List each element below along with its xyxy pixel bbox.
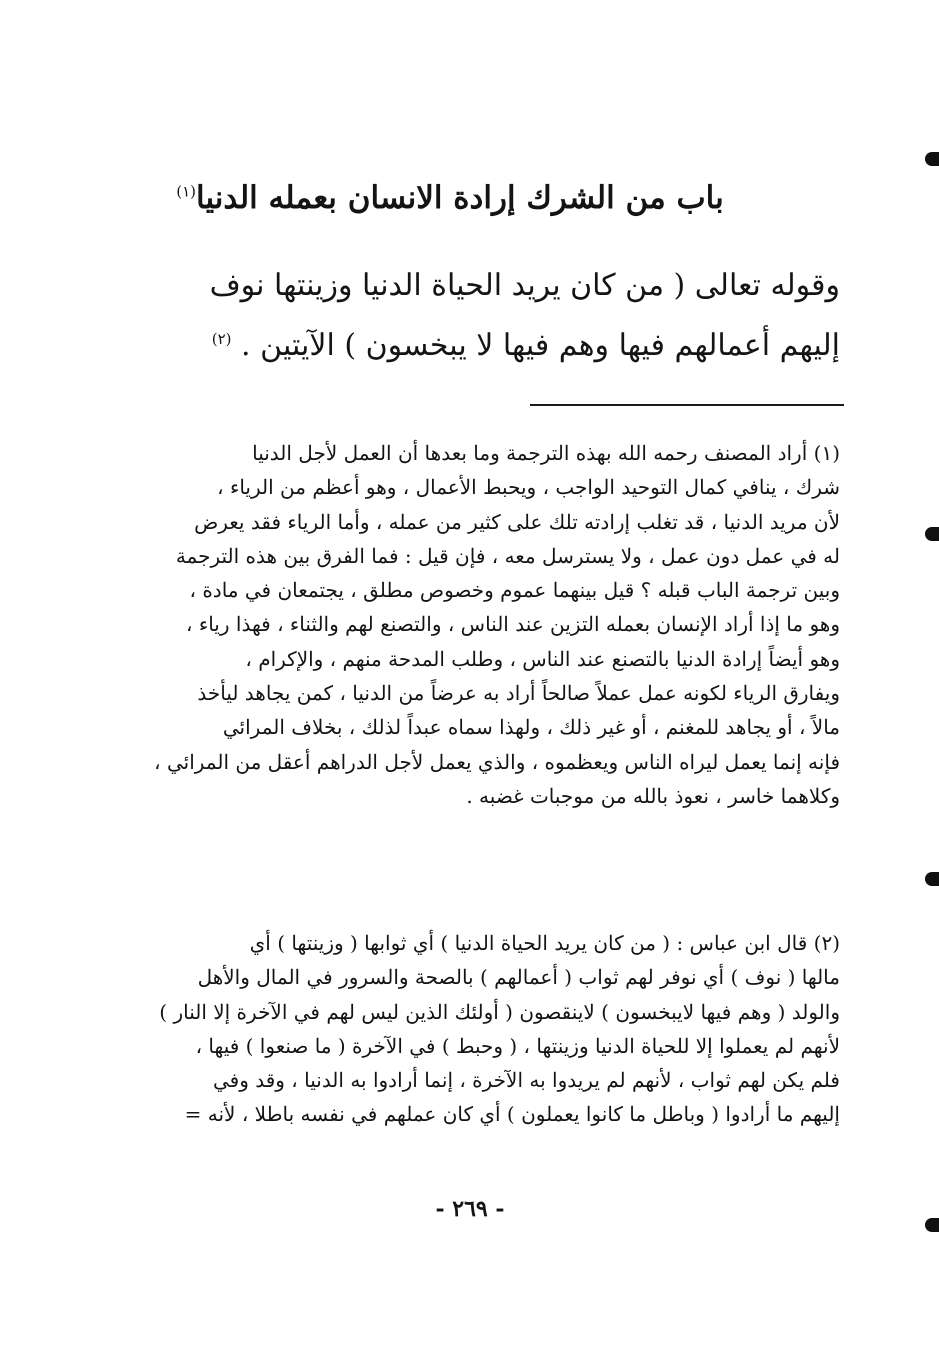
footnote-2-line: فلم يكن لهم ثواب ، لأنهم لم يريدوا به الآخرة ، إنما أرادوا به الدنيا ، وقد وفي [212, 1068, 840, 1093]
binding-mark [925, 872, 939, 886]
footnote-1-line: وكلاهما خاسر ، نعوذ بالله من موجبات غضبه . [466, 783, 840, 808]
footnote-1-line: فإنه إنما يعمل ليراه الناس ويعظموه ، والذي يعمل لأجل الدراهم أعقل من المرائي ، [154, 749, 840, 774]
footnote-2-line: لأنهم لم يعملوا إلا للحياة الدنيا وزينتها ، ( وحبط ) في الآخرة ( ما صنعوا ) فيها ، [195, 1033, 840, 1058]
footnote-1-line: ويفارق الرياء لكونه عمل عملاً صالحاً أراد به عرضاً من الدنيا ، كمن يجاهد ليأخذ [197, 681, 840, 706]
binding-mark [925, 152, 939, 166]
footnote-1-line: وبين ترجمة الباب قبله ؟ قيل بينهما عموم وخصوص مطلق ، يجتمعان في مادة ، [189, 578, 840, 603]
verse-line-1: وقوله تعالى ( من كان يريد الحياة الدنيا وزينتها نوف [209, 268, 840, 303]
verse-footnote-ref: (٢) [211, 330, 232, 348]
footnote-1-line: شرك ، ينافي كمال التوحيد الواجب ، ويحبط الأعمال ، وهو أعظم من الرياء ، [217, 475, 840, 500]
verse-line-2 [95, 316, 840, 376]
binding-mark [925, 1218, 939, 1232]
footnote-1-line: مالاً ، أو يجاهد للمغنم ، أو غير ذلك ، ولهذا سماه عبداً لذلك ، بخلاف المرائي [222, 715, 840, 740]
footnote-2-line: (٢) قال ابن عباس : ( من كان يريد الحياة الدنيا ) أي ثوابها ( وزينتها ) أي [249, 931, 840, 955]
footnote-2-line: إليهم ما أرادوا ( وباطل ما كانوا يعملون ) أي كان عملهم في نفسه باطلا ، لأنه = [184, 1102, 840, 1127]
footnote-1-line: له في عمل دون عمل ، ولا يسترسل معه ، فإن قيل : فما الفرق بين هذه الترجمة [175, 543, 840, 568]
footnote-1-line: لأن مريد الدنيا ، قد تغلب إرادته تلك على كثير من عمله ، وأما الرياء فقد يعرض [194, 509, 840, 534]
title-footnote-ref: (١) [176, 182, 196, 201]
quran-verse [95, 256, 840, 376]
footnote-2 [95, 926, 840, 1132]
footnote-1-line: وهو ما إذا أراد الإنسان بعمله التزين عند الناس ، والتصنع لهم والثناء ، فهذا رياء ، [186, 612, 840, 637]
verse-line-2-text: إليهم أعمالهم فيها وهم فيها لا يبخسون ) الآيتين . [241, 328, 840, 363]
page-number: - ٢٦٩ - [435, 1196, 505, 1222]
chapter-title [150, 168, 750, 228]
footnote-separator [530, 404, 844, 406]
footnote-1 [95, 436, 840, 813]
footnote-1-line: وهو أيضاً إرادة الدنيا بالتصنع عند الناس ، وطلب المدحة منهم ، والإكرام ، [245, 646, 840, 671]
footnote-2-line: مالها ( نوف ) أي نوفر لهم ثواب ( أعمالهم ) بالصحة والسرور في المال والأهل [197, 965, 840, 990]
footnote-2-line: والولد ( وهم فيها لايبخسون ) لاينقصون ( أولئك الذين ليس لهم في الآخرة إلا النار ) [159, 999, 840, 1024]
chapter-title-text: باب من الشرك إرادة الانسان بعمله الدنيا [196, 180, 724, 216]
binding-mark [925, 527, 939, 541]
footnote-1-line: (١) أراد المصنف رحمه الله بهذه الترجمة وما بعدها أن العمل لأجل الدنيا [252, 441, 840, 465]
